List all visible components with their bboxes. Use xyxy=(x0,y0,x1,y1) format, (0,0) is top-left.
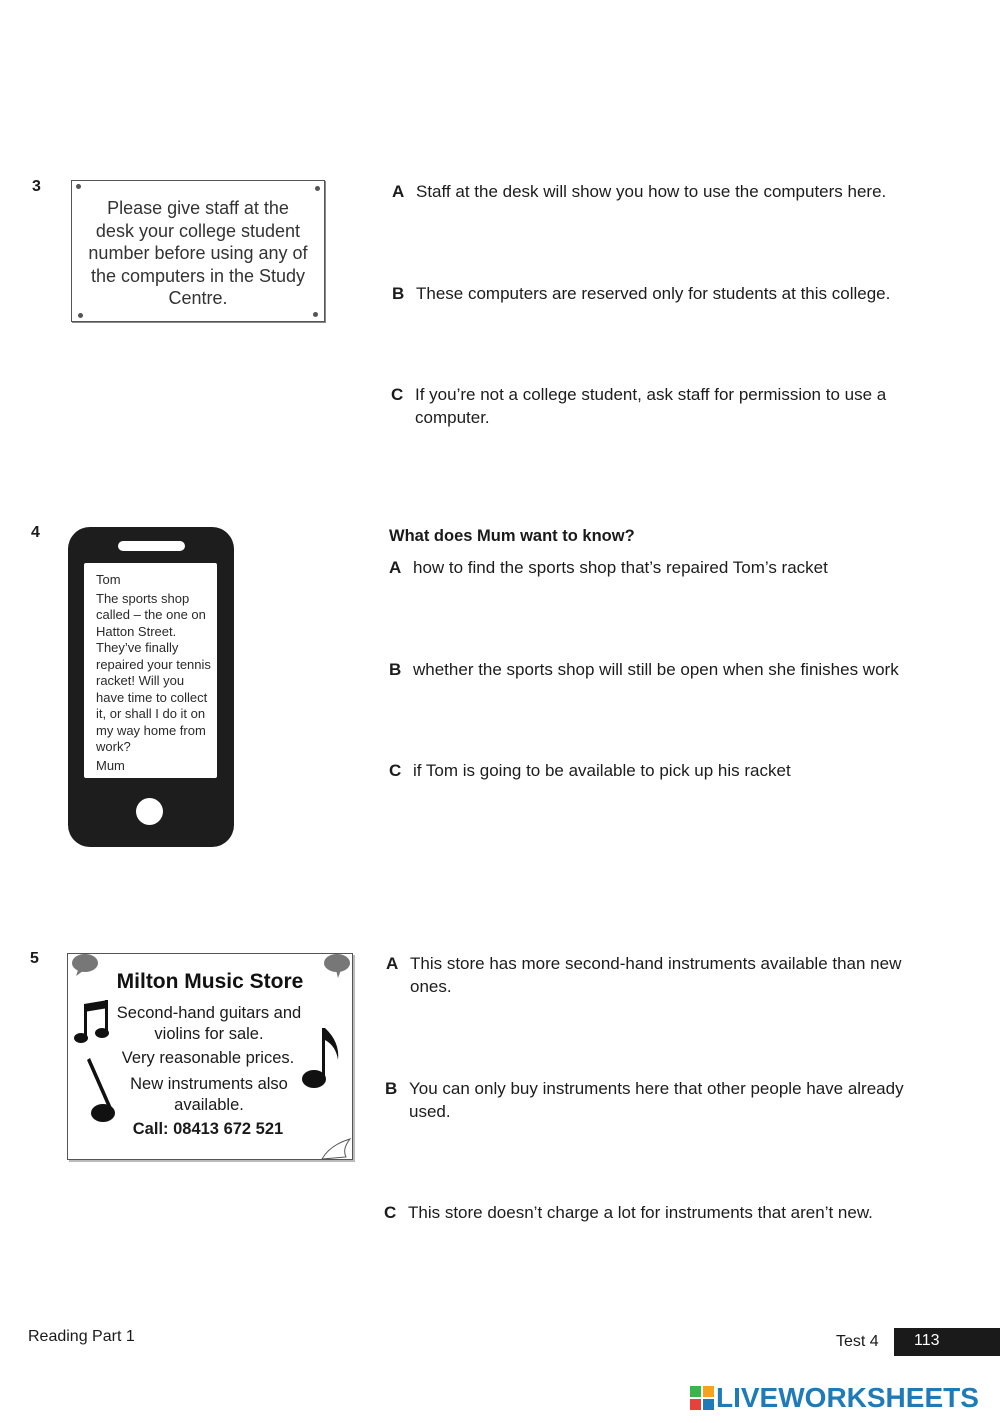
notice-line-2: Very reasonable prices. xyxy=(121,1049,295,1067)
q4-option-b[interactable]: B whether the sports shop will still be open when she finishes work xyxy=(389,660,899,679)
notice-text: Please give staff at the desk your college student number before using any of the computers in the Study Centre. xyxy=(88,198,308,309)
phone-home-button xyxy=(136,798,163,825)
question-prompt: What does Mum want to know? xyxy=(389,527,635,545)
music-store-notice xyxy=(67,953,353,1160)
q5-option-a[interactable]: A This store has more second-hand instruments available than new ones. xyxy=(386,954,902,996)
q5-option-b[interactable]: B You can only buy instruments here that other people have already used. xyxy=(385,1079,904,1121)
notice-line-3: New instruments also available. xyxy=(130,1075,288,1114)
page-curl-icon xyxy=(320,1135,352,1161)
notice-phone-number: Call: 08413 672 521 xyxy=(132,1120,284,1138)
q4-option-a[interactable]: A how to find the sports shop that’s repaired Tom’s racket xyxy=(389,558,828,577)
liveworksheets-icon xyxy=(690,1386,714,1410)
q3-option-c[interactable]: C If you’re not a college student, ask staff for permission to use a computer. xyxy=(391,385,887,427)
phone-screen xyxy=(84,563,217,778)
message-signature: Mum xyxy=(96,757,125,773)
page-number-box xyxy=(894,1328,1000,1356)
liveworksheets-wordmark: LIVEWORKSHEETS xyxy=(716,1382,979,1413)
q3-option-a[interactable]: A Staff at the desk will show you how to use the computers here. xyxy=(392,182,887,201)
phone-speaker xyxy=(118,541,185,551)
question-number: 5 xyxy=(30,950,39,967)
study-centre-notice xyxy=(71,180,325,322)
section-label: Reading Part 1 xyxy=(28,1328,135,1345)
q5-option-c[interactable]: C This store doesn’t charge a lot for instruments that aren’t new. xyxy=(384,1203,873,1222)
page-number: 113 xyxy=(914,1332,940,1349)
test-label: Test 4 xyxy=(836,1333,879,1350)
q3-option-b[interactable]: B These computers are reserved only for students at this college. xyxy=(392,284,891,303)
message-greeting: Tom xyxy=(96,572,121,587)
question-number: 3 xyxy=(32,178,41,195)
notice-line-1: Second-hand guitars and violins for sale. xyxy=(116,1004,302,1043)
q4-option-c[interactable]: C if Tom is going to be available to pick up his racket xyxy=(389,761,791,780)
store-title: Milton Music Store xyxy=(116,970,304,993)
message-body: The sports shop called – the one on Hatton Street. They’ve finally repaired your tennis racket! Will you have time to collect it, or shall I do it on my way home from work? xyxy=(96,590,211,754)
question-number: 4 xyxy=(31,524,40,541)
phone-message xyxy=(68,527,234,847)
